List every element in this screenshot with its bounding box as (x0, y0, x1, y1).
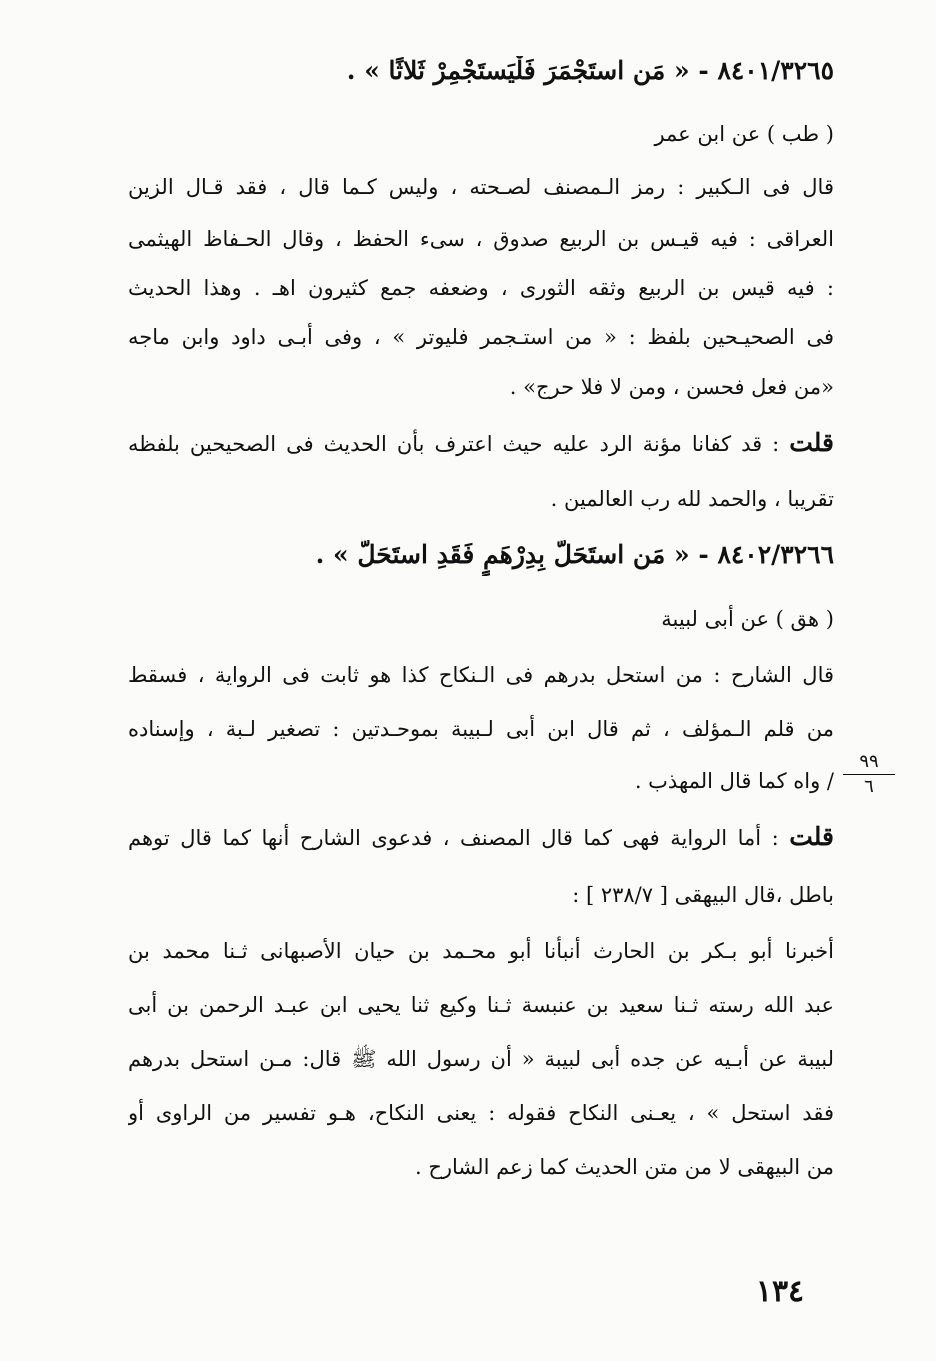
qult-label: قلت (789, 428, 834, 457)
commentary-line: «من فعل فحسن ، ومن لا فلا حرج» . (509, 375, 834, 399)
isnad-line: فقد استحل » ، يعـنى النكاح فقوله : يعنى النكاح، هـو تفسير من الراوى أو (128, 1101, 834, 1125)
hadith-8401-heading: ٨٤٠١/٣٢٦٥ - « مَن استَجْمَرَ فَلْيَستَجْمِرْ ثَلاثًا » . (346, 56, 834, 85)
qult-text: : قد كفانا مؤنة الرد عليه حيث اعترف بأن الحديث فى الصحيحين بلفظه (128, 432, 780, 456)
commentary-line: من قلم الـمؤلف ، ثم قال ابن أبى لـبيبة بموحـدتين : تصغير لـبة ، وإسناده (128, 717, 834, 741)
commentary-line: فى الصحيـحين بلفظ : « من استـجمر فليوتر » ، وفى أبـى داود وابن ماجه (128, 325, 834, 349)
commentary-line: : فيه قيس بن الربيع وثقه الثورى ، وضعفه جمع كثيرون اهـ . وهذا الحديث (128, 276, 834, 300)
commentary-line: قال الشارح : من استحل بدرهم فى الـنكاح كذا هو ثابت فى الرواية ، فسقط (128, 663, 834, 687)
margin-note-rule (843, 774, 895, 775)
qult-line: باطل ،قال البيهقى [ ٢٣٨/٧ ] : (572, 883, 834, 907)
hadith-8402-source: ( هق ) عن أبى لبيبة (661, 607, 834, 631)
qult-label: قلت (789, 822, 834, 851)
isnad-line: لبيبة عن أبـيه عن جده أبى لبيبة « أن رسول الله ﷺ قال: مـن استحل بدرهم (128, 1047, 834, 1071)
commentary-line: العراقى : فيه قيـس بن الربيع صدوق ، سىء الحفظ ، وقال الحـفاظ الهيثمى (128, 227, 834, 251)
isnad-line: عبد الله رسته ثـنا سعيد بن عنبسة ثـنا وكيع ثنا يحيى ابن عبـد الرحمن بن أبى (128, 993, 834, 1017)
main-text (128, 0, 834, 1230)
qult-line: تقريبا ، والحمد لله رب العالمين . (550, 487, 834, 511)
commentary-line: قال فى الـكبير : رمز الـمصنف لصـحته ، وليس كـما قال ، فقد قـال الزين (128, 175, 834, 199)
hadith-8402-heading: ٨٤٠٢/٣٢٦٦ - « مَن استَحَلَّ بِدِرْهَمٍ فَقَدِ استَحَلَّ » . (315, 540, 834, 569)
qult-line (128, 822, 834, 858)
margin-note-bottom: ٦ (864, 776, 874, 797)
qult-text: : أما الرواية فهى كما قال المصنف ، فدعوى الشارح أنها كما قال توهم (128, 826, 779, 850)
isnad-line: أخبرنا أبو بـكر بن الحارث أنبأنا أبو محـمد بن حيان الأصبهانى ثـنا محمد بن (128, 939, 834, 963)
hadith-8401-source: ( طب ) عن ابن عمر (654, 122, 834, 146)
qult-line (128, 428, 834, 464)
margin-note-top: ٩٩ (859, 751, 879, 772)
margin-volume-note (843, 752, 895, 797)
commentary-line: / واه كما قال المهذب . (634, 769, 834, 793)
page-number: ١٣٤ (755, 1274, 805, 1309)
isnad-line: من البيهقى لا من متن الحديث كما زعم الشارح . (414, 1155, 834, 1179)
